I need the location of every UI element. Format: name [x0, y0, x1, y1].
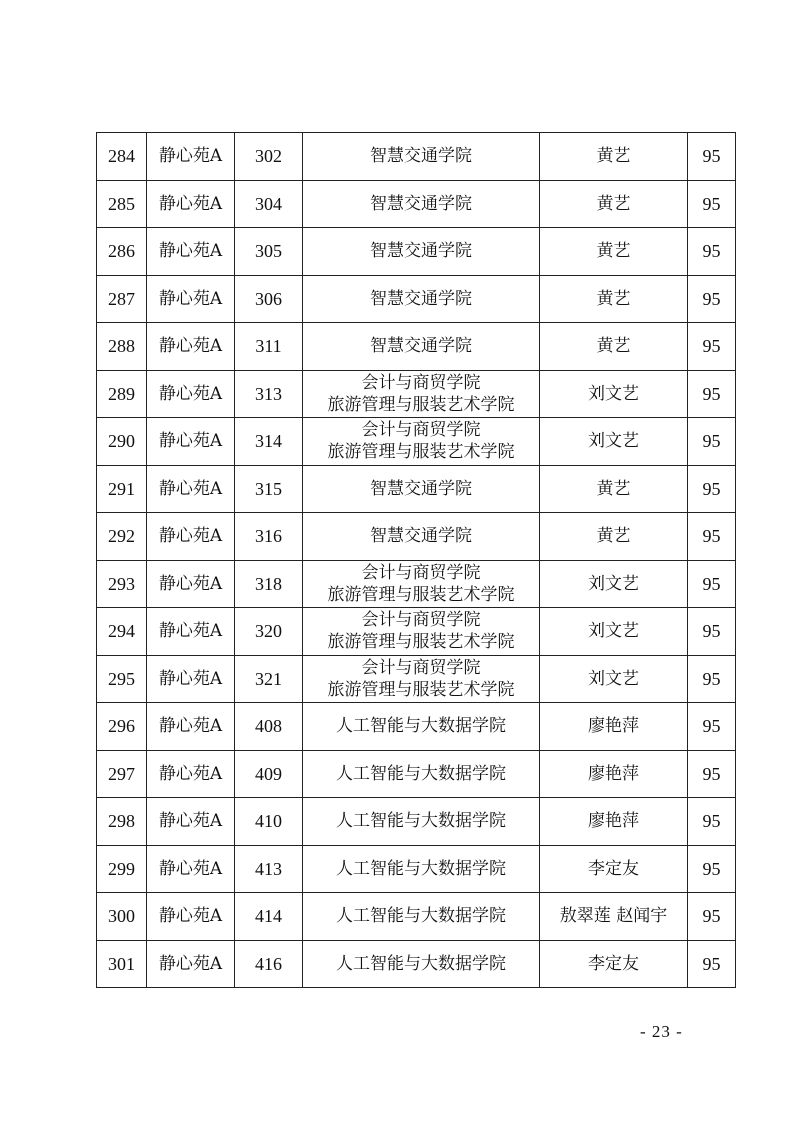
score-cell: 95: [688, 798, 736, 846]
college-name: 会计与商贸学院: [361, 420, 481, 441]
room-cell: 416: [235, 940, 303, 988]
building-cell: 静心苑A: [147, 750, 235, 798]
counselor-cell: 廖艳萍: [540, 798, 688, 846]
counselor-cell: 黄艺: [540, 323, 688, 371]
college-name: 会计与商贸学院: [361, 610, 481, 631]
room-cell: 316: [235, 513, 303, 561]
college-cell: [303, 655, 540, 703]
counselor-cell: 黄艺: [540, 275, 688, 323]
room-cell: 321: [235, 655, 303, 703]
college-cell: [303, 703, 540, 751]
building-cell: 静心苑A: [147, 180, 235, 228]
dormitory-table: [96, 132, 736, 988]
table-row: [97, 228, 736, 276]
row-number-cell: 294: [97, 608, 147, 656]
counselor-cell: 刘文艺: [540, 418, 688, 466]
college-cell: [303, 940, 540, 988]
row-number-cell: 297: [97, 750, 147, 798]
college-cell: [303, 560, 540, 608]
college-name: 会计与商贸学院: [361, 372, 481, 393]
table-row: [97, 703, 736, 751]
counselor-cell: 黄艺: [540, 180, 688, 228]
score-cell: 95: [688, 228, 736, 276]
college-cell: [303, 465, 540, 513]
score-cell: 95: [688, 275, 736, 323]
college-cell: [303, 798, 540, 846]
college-name: 人工智能与大数据学院: [336, 953, 506, 974]
college-name: 人工智能与大数据学院: [336, 858, 506, 879]
college-name: 人工智能与大数据学院: [336, 811, 506, 832]
page-number: - 23 -: [640, 1022, 683, 1041]
building-cell: 静心苑A: [147, 940, 235, 988]
college-cell: [303, 893, 540, 941]
room-cell: 315: [235, 465, 303, 513]
table-row: [97, 798, 736, 846]
building-cell: 静心苑A: [147, 608, 235, 656]
counselor-cell: 刘文艺: [540, 655, 688, 703]
counselor-cell: 廖艳萍: [540, 750, 688, 798]
building-cell: 静心苑A: [147, 893, 235, 941]
table-row: [97, 560, 736, 608]
counselor-cell: 刘文艺: [540, 608, 688, 656]
score-cell: 95: [688, 940, 736, 988]
college-name: 智慧交通学院: [370, 288, 472, 309]
room-cell: 302: [235, 133, 303, 181]
college-cell: [303, 750, 540, 798]
building-cell: 静心苑A: [147, 370, 235, 418]
college-cell: [303, 323, 540, 371]
counselor-cell: 黄艺: [540, 133, 688, 181]
room-cell: 320: [235, 608, 303, 656]
building-cell: 静心苑A: [147, 228, 235, 276]
building-cell: 静心苑A: [147, 703, 235, 751]
table-row: [97, 513, 736, 561]
table-body: [97, 133, 736, 988]
counselor-cell: 黄艺: [540, 513, 688, 561]
college-name: 智慧交通学院: [370, 478, 472, 499]
table-row: [97, 465, 736, 513]
college-name: 旅游管理与服装艺术学院: [327, 394, 515, 415]
building-cell: 静心苑A: [147, 513, 235, 561]
score-cell: 95: [688, 893, 736, 941]
score-cell: 95: [688, 370, 736, 418]
counselor-cell: 敖翠莲 赵闻宇: [540, 893, 688, 941]
counselor-cell: 廖艳萍: [540, 703, 688, 751]
score-cell: 95: [688, 560, 736, 608]
college-name: 智慧交通学院: [370, 193, 472, 214]
college-name: 会计与商贸学院: [361, 657, 481, 678]
row-number-cell: 292: [97, 513, 147, 561]
college-cell: [303, 275, 540, 323]
college-cell: [303, 370, 540, 418]
score-cell: 95: [688, 180, 736, 228]
table-row: [97, 275, 736, 323]
room-cell: 413: [235, 845, 303, 893]
row-number-cell: 296: [97, 703, 147, 751]
row-number-cell: 298: [97, 798, 147, 846]
score-cell: 95: [688, 133, 736, 181]
table-row: [97, 323, 736, 371]
room-cell: 408: [235, 703, 303, 751]
score-cell: 95: [688, 465, 736, 513]
table-row: [97, 180, 736, 228]
building-cell: 静心苑A: [147, 845, 235, 893]
row-number-cell: 291: [97, 465, 147, 513]
building-cell: 静心苑A: [147, 798, 235, 846]
building-cell: 静心苑A: [147, 655, 235, 703]
counselor-cell: 李定友: [540, 940, 688, 988]
row-number-cell: 293: [97, 560, 147, 608]
table-row: [97, 608, 736, 656]
college-cell: [303, 513, 540, 561]
score-cell: 95: [688, 513, 736, 561]
score-cell: 95: [688, 750, 736, 798]
room-cell: 410: [235, 798, 303, 846]
table-row: [97, 655, 736, 703]
row-number-cell: 295: [97, 655, 147, 703]
row-number-cell: 286: [97, 228, 147, 276]
room-cell: 314: [235, 418, 303, 466]
room-cell: 311: [235, 323, 303, 371]
score-cell: 95: [688, 323, 736, 371]
college-cell: [303, 180, 540, 228]
score-cell: 95: [688, 845, 736, 893]
building-cell: 静心苑A: [147, 323, 235, 371]
college-name: 智慧交通学院: [370, 241, 472, 262]
college-name: 智慧交通学院: [370, 146, 472, 167]
room-cell: 318: [235, 560, 303, 608]
college-name: 智慧交通学院: [370, 336, 472, 357]
college-name: 旅游管理与服装艺术学院: [327, 442, 515, 463]
row-number-cell: 301: [97, 940, 147, 988]
college-name: 智慧交通学院: [370, 526, 472, 547]
score-cell: 95: [688, 608, 736, 656]
row-number-cell: 284: [97, 133, 147, 181]
row-number-cell: 290: [97, 418, 147, 466]
college-cell: [303, 418, 540, 466]
college-name: 旅游管理与服装艺术学院: [327, 584, 515, 605]
building-cell: 静心苑A: [147, 418, 235, 466]
college-cell: [303, 133, 540, 181]
building-cell: 静心苑A: [147, 465, 235, 513]
table-row: [97, 370, 736, 418]
college-name: 人工智能与大数据学院: [336, 716, 506, 737]
row-number-cell: 287: [97, 275, 147, 323]
college-name: 人工智能与大数据学院: [336, 906, 506, 927]
room-cell: 305: [235, 228, 303, 276]
score-cell: 95: [688, 655, 736, 703]
room-cell: 313: [235, 370, 303, 418]
table-row: [97, 893, 736, 941]
college-name: 会计与商贸学院: [361, 562, 481, 583]
counselor-cell: 黄艺: [540, 228, 688, 276]
room-cell: 409: [235, 750, 303, 798]
college-name: 人工智能与大数据学院: [336, 763, 506, 784]
building-cell: 静心苑A: [147, 560, 235, 608]
building-cell: 静心苑A: [147, 275, 235, 323]
college-cell: [303, 228, 540, 276]
room-cell: 304: [235, 180, 303, 228]
row-number-cell: 299: [97, 845, 147, 893]
table-row: [97, 845, 736, 893]
counselor-cell: 刘文艺: [540, 560, 688, 608]
counselor-cell: 刘文艺: [540, 370, 688, 418]
row-number-cell: 289: [97, 370, 147, 418]
college-cell: [303, 845, 540, 893]
score-cell: 95: [688, 703, 736, 751]
row-number-cell: 288: [97, 323, 147, 371]
room-cell: 414: [235, 893, 303, 941]
table-row: [97, 750, 736, 798]
counselor-cell: 黄艺: [540, 465, 688, 513]
table-row: [97, 940, 736, 988]
college-name: 旅游管理与服装艺术学院: [327, 632, 515, 653]
building-cell: 静心苑A: [147, 133, 235, 181]
row-number-cell: 285: [97, 180, 147, 228]
room-cell: 306: [235, 275, 303, 323]
row-number-cell: 300: [97, 893, 147, 941]
college-cell: [303, 608, 540, 656]
table-row: [97, 133, 736, 181]
college-name: 旅游管理与服装艺术学院: [327, 679, 515, 700]
table-row: [97, 418, 736, 466]
counselor-cell: 李定友: [540, 845, 688, 893]
score-cell: 95: [688, 418, 736, 466]
